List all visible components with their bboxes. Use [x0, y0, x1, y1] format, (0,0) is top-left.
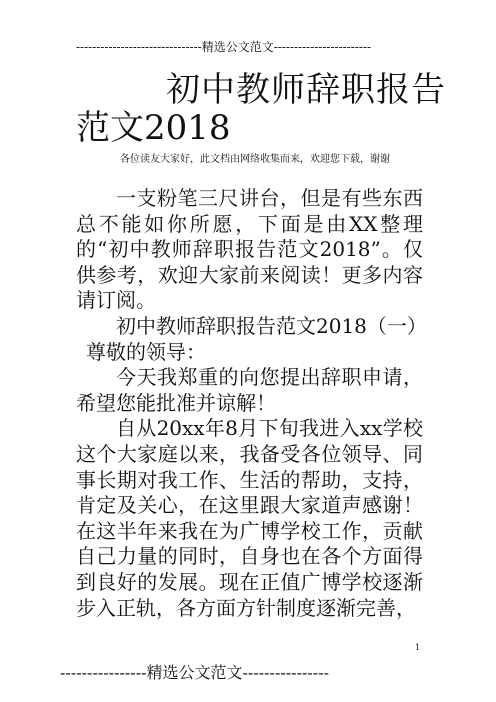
document-title-line-2: 范文2018 — [76, 108, 231, 148]
document-body — [76, 186, 427, 621]
welcome-note: 各位读友大家好，此文档由网络收集而来，欢迎您下载，谢谢 — [120, 154, 390, 165]
salutation: 尊敬的领导： — [86, 339, 206, 364]
body-paragraph-1: 今天我郑重的向您提出辞职申请，希望您能批准并谅解！ — [76, 365, 423, 415]
body-paragraph-2: 自从20xx年8月下旬我进入xx学校这个大家庭以来，我备受各位领导、同事长期对我工作、生活的帮助，支持，肯定及关心，在这里跟大家道声感谢！在这半年来我在为广博学校工作，贡献自己力量的同时，自身也在各个方面得到良好的发展。现在正值广博学校逐渐步入正轨，各方面方针制度逐渐完善， — [76, 416, 423, 620]
page-footer: ----------------精选公文范文---------------- — [60, 663, 330, 682]
section-subtitle: 初中教师辞职报告范文2018（一） — [116, 313, 427, 338]
document-title-line-1: 初中教师辞职报告 — [166, 70, 446, 110]
page-header: -------------------------------精选公文范文------------------------ — [76, 40, 372, 54]
page-number: 1 — [415, 643, 421, 652]
intro-paragraph: 一支粉笔三尺讲台，但是有些东西总不能如你所愿，下面是由XX整理的“初中教师辞职报告范文2018”。仅供参考，欢迎大家前来阅读！更多内容请订阅。 — [76, 186, 423, 313]
